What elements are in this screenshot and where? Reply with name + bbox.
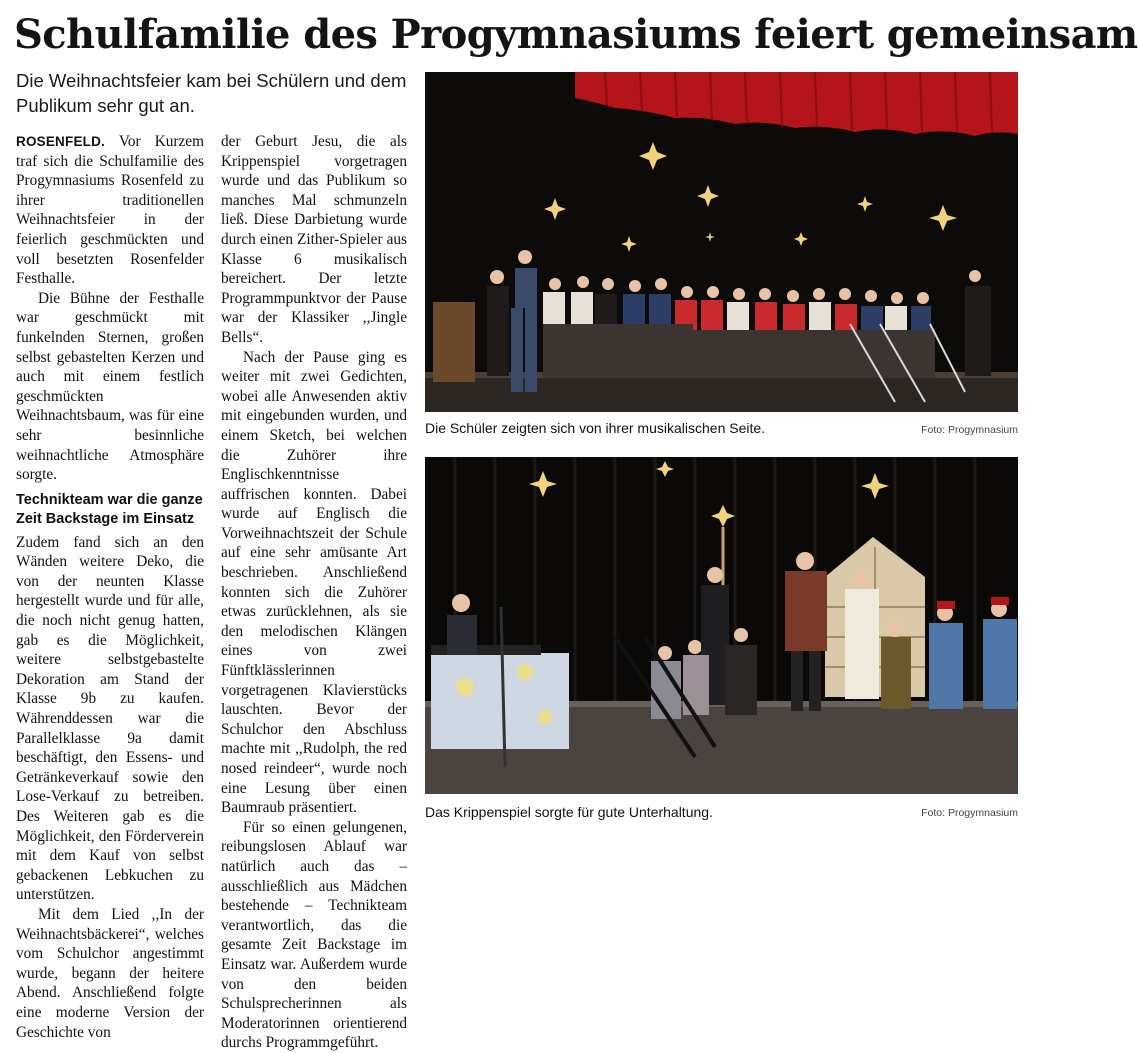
section-subheading: Technikteam war die ganze Zeit Backstage im Einsatz xyxy=(16,491,203,527)
paragraph: Nach der Pause ging es weiter mit zwei Gedichten, wobei alle Anwesenden aktiv mit eingebunden wurden, und einem Sketch, bei welchen die Zuhörer ihre Englischkenntnisse auffrischen konnten. Dabei wurde auf Englisch die Vorweihnachtszeit der Schule auf eine sehr amüsante Art beschrieben. Anschließend konnten sich die Zuhörer etwas zurücklehnen, als sie den melodischen Klängen eines von zwei Fünftklässlerinnen vorgetragenen Klavierstücks lauschten. Bevor der Schulchor den Abschluss machte mit ,,Rudolph, the red nosed reindeer“, wurde noch eine Lesung über einen Baumraub präsentiert. xyxy=(221,348,407,817)
paragraph-text: Vor Kurzem traf sich die Schulfamilie des Progymnasiums Rosenfeld zu ihrer traditionellen Weihnachtsfeier in der feierlich geschmückten und voll besetzten Rosenfelder Festhalle. xyxy=(16,133,204,288)
article-column-2 xyxy=(221,132,407,1053)
paragraph: Mit dem Lied ,,In der Weihnachtsbäckerei“, welches vom Schulchor angestimmt wurde, begann der heitere Abend. Anschließend folgte eine moderne Version der Geschichte von xyxy=(16,905,204,1041)
choir-photo xyxy=(425,72,1018,412)
article-column-1 xyxy=(16,132,204,1042)
photo-credit: Foto: Progymnasium xyxy=(921,424,1018,436)
paragraph: der Geburt Jesu, die als Krippenspiel vorgetragen wurde und das Publikum so manches Mal schmunzeln ließ. Diese Darbietung wurde durch einen Zither-Spieler aus Klasse 6 musikalisch bereichert. Der letzte Programmpunktvor der Pause war der Klassiker ,,Jingle Bells“. xyxy=(221,133,407,346)
paragraph: Zudem fand sich an den Wänden weitere Deko, die von der neunten Klasse hergestellt wurde und für alle, die noch nicht genug hatten, gab es die Möglichkeit, weitere selbstgebastelte Dekoration am Stand der Klasse 9b zu kaufen. Währenddessen war die Parallelklasse 9a damit beschäftigt, den Essens- und Getränkeverkauf sowie den Lose-Verkauf zu betreiben. Des Weiteren gab es die Möglichkeit, den Förderverein mit dem Kauf von selbst gebackenen Lebkuchen zu unterstützen. xyxy=(16,533,204,904)
headline: Schulfamilie des Progymnasiums feiert gemeinsam xyxy=(14,11,1138,58)
paragraph: Für so einen gelungenen, reibungslosen Ablauf war natürlich auch das – ausschließlich aus Mädchen bestehende – Technikteam verantwortlich, das die gesamte Zeit Backstage im Einsatz war. Außerdem wurde von den beiden Schulsprecherinnen als Moderatorinnen orientierend durchs Programmgeführt. xyxy=(221,818,407,1052)
piano xyxy=(433,302,475,382)
painted-cloth xyxy=(431,653,569,749)
photo-credit: Foto: Progymnasium xyxy=(921,807,1018,819)
nativity-photo xyxy=(425,457,1018,794)
photo-caption: Das Krippenspiel sorgte für gute Unterhaltung. xyxy=(425,804,713,820)
photo-caption: Die Schüler zeigten sich von ihrer musikalischen Seite. xyxy=(425,420,766,436)
paragraph: Die Bühne der Festhalle war geschmückt mit funkelnden Sternen, großen selbst gebastelten Kerzen und auch mit einem festlich geschmückten Weihnachtsbaum, was für eine sehr besinnliche weihnachtliche Atmosphäre sorgte. xyxy=(16,289,204,484)
subheadline: Die Weihnachtsfeier kam bei Schülern und dem Publikum sehr gut an. xyxy=(16,70,407,116)
dateline: ROSENFELD. xyxy=(16,134,106,149)
paragraph xyxy=(16,132,204,289)
